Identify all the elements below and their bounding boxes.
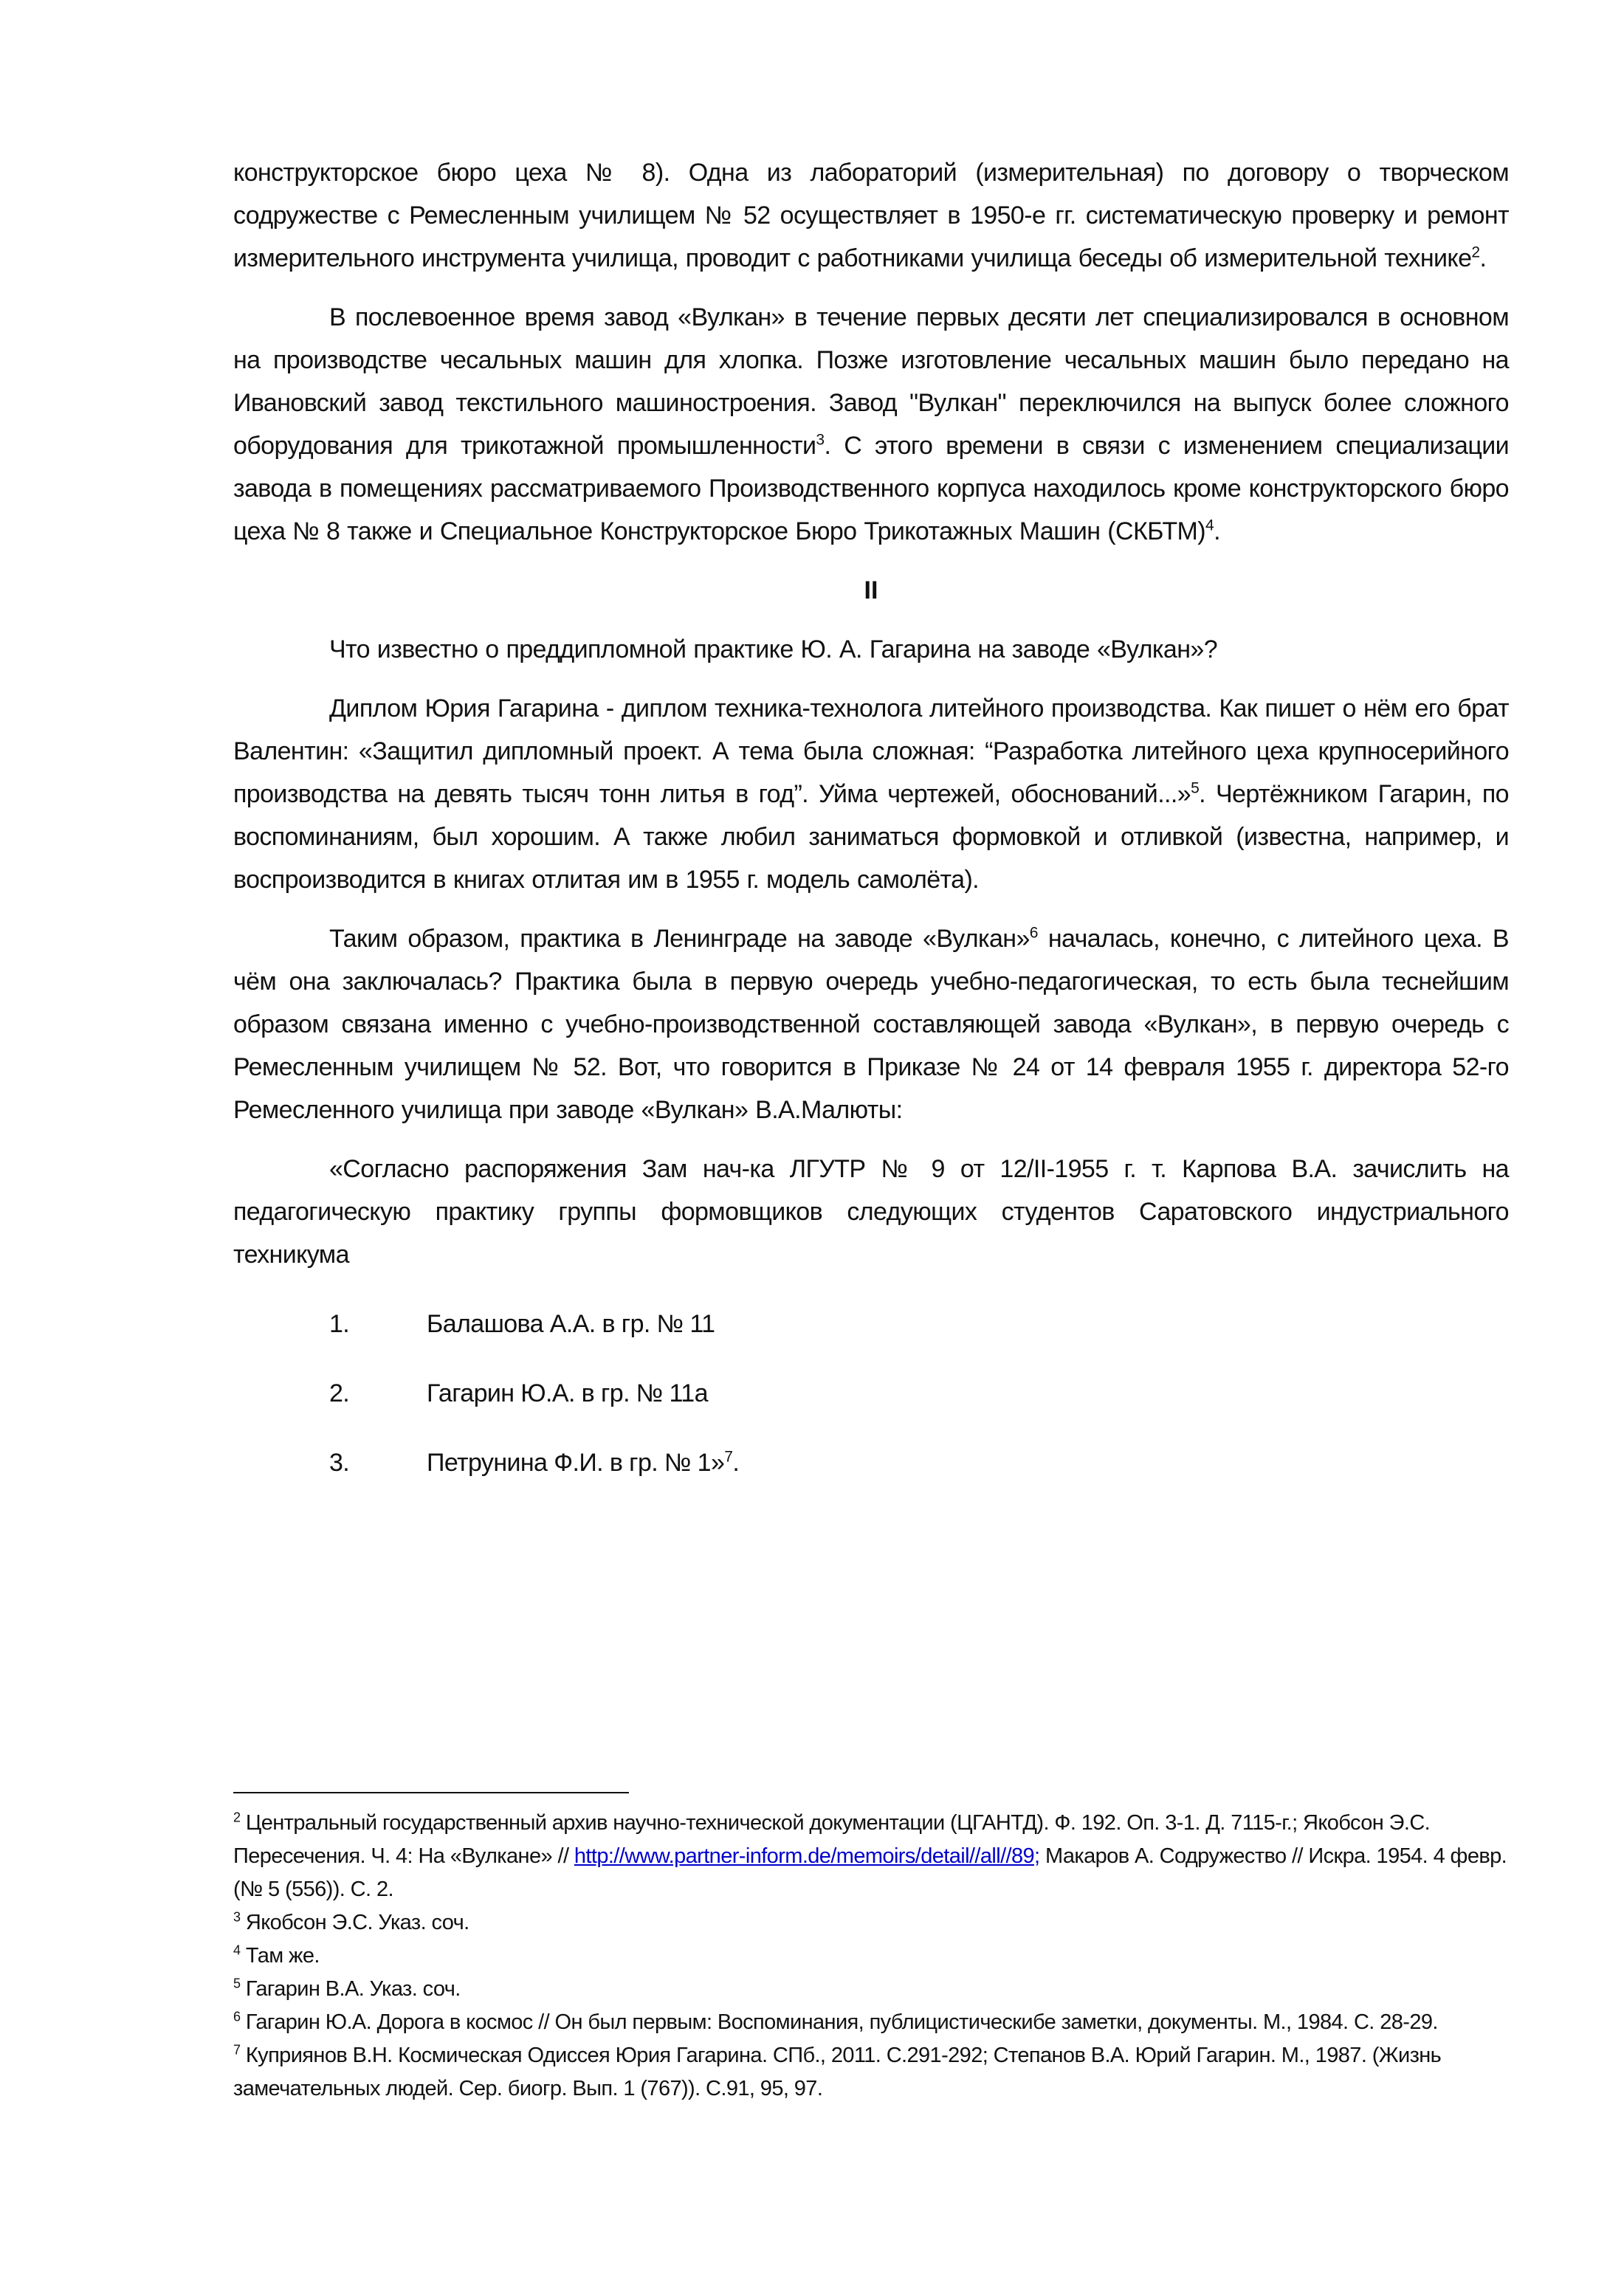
list-number: 2. [329, 1379, 350, 1407]
paragraph-postwar [233, 296, 1509, 553]
student-name: Петрунина Ф.И. в гр. № 1» [427, 1449, 725, 1477]
student-name: Гагарин Ю.А. в гр. № 11а [427, 1379, 708, 1407]
footnote-text: Там же. [240, 1944, 320, 1968]
paragraph-lab-agreement [233, 151, 1509, 280]
list-tail: . [732, 1449, 740, 1477]
list-text [427, 1372, 708, 1415]
footnote-ref-5[interactable]: 5 [1191, 779, 1200, 797]
footnote-ref-4[interactable]: 4 [1205, 517, 1214, 534]
paragraph-practice [233, 917, 1509, 1131]
footnote-number: 4 [233, 1942, 241, 1958]
footnote-3 [233, 1906, 1532, 1940]
footnote-number: 2 [233, 1810, 241, 1825]
paragraph-tail: . [1214, 517, 1220, 545]
paragraph-tail: . [1479, 244, 1487, 272]
paragraph-diploma [233, 687, 1509, 901]
list-text [427, 1441, 739, 1484]
footnote-ref-3[interactable]: 3 [816, 431, 825, 449]
footnote-separator [233, 1792, 629, 1793]
footnote-number: 7 [233, 2042, 241, 2058]
footnote-text: Якобсон Э.С. Указ. соч. [240, 1911, 469, 1934]
student-list [233, 1303, 1509, 1484]
paragraph-text: Таким образом, практика в Ленинграде на заводе «Вулкан» [329, 925, 1030, 953]
footnote-ref-7[interactable]: 7 [724, 1448, 733, 1466]
footnote-number: 6 [233, 2009, 241, 2024]
list-number: 3. [329, 1449, 350, 1477]
document-page [233, 151, 1509, 1511]
list-number: 1. [329, 1310, 350, 1338]
paragraph-text: конструкторское бюро цеха № 8). Одна из лабораторий (измерительная) по договору о творческом содружестве с Ремесленным училищем № 52 осуществляет в 1950-е гг. систематическую проверку и ремонт измерительного инструмента училища, проводит с работниками училища беседы об измерительной технике [233, 159, 1509, 272]
footnote-text: Гагарин Ю.А. Дорога в космос // Он был первым: Воспоминания, публицистическибе заметки, документы. М., 1984. С. 28-29. [240, 2010, 1438, 2034]
footnote-7 [233, 2039, 1532, 2106]
footnote-2 [233, 1807, 1532, 1906]
footnotes [233, 1807, 1532, 2106]
footnote-text: Гагарин В.А. Указ. соч. [240, 1977, 461, 2001]
footnote-5 [233, 1973, 1532, 2006]
paragraph-text: Диплом Юрия Гагарина - диплом техника-технолога литейного производства. Как пишет о нём его брат Валентин: «Защитил дипломный проект. А тема была сложная: “Разработка литейного цеха крупносерийного производства на девять тысяч тонн литья в год”. Уйма чертежей, обоснований...» [233, 694, 1509, 808]
footnote-link[interactable]: http://www.partner-inform.de/memoirs/detail//all//89; [574, 1844, 1040, 1868]
footnote-6 [233, 2006, 1532, 2039]
paragraph-tail: . С этого времени в связи с изменением специализации завода в помещениях рассматриваемого Производственного корпуса находилось кроме конструкторского бюро цеха № 8 также и Специальное Конструкторское Бюро Трикотажных Машин (СКБТМ) [233, 432, 1509, 545]
footnote-4 [233, 1940, 1532, 1973]
paragraph-tail: . Чертёжником Гагарин, по воспоминаниям, был хорошим. А также любил заниматься формовкой и отливкой (известна, например, и воспроизводится в книгах отлитая им в 1955 г. модель самолёта). [233, 780, 1509, 894]
footnote-number: 5 [233, 1976, 241, 1991]
list-item [233, 1441, 1509, 1484]
footnote-ref-6[interactable]: 6 [1029, 924, 1038, 942]
student-name: Балашова А.А. в гр. № 11 [427, 1310, 715, 1338]
paragraph-text: В послевоенное время завод «Вулкан» в течение первых десяти лет специализировался в основном на производстве чесальных машин для хлопка. Позже изготовление чесальных машин было передано на Ивановский завод текстильного машиностроения. Завод "Вулкан" переключился на выпуск более сложного оборудования для трикотажной промышленности [233, 303, 1509, 460]
list-item [233, 1372, 1509, 1415]
footnote-text: Центральный государственный архив научно-технической документации (ЦГАНТД). Ф. 192. Оп. 3-1. Д. 7115-г.; Якобсон Э.С. Пересечения. Ч. 4: На «Вулкане» // [233, 1811, 1431, 1868]
footnote-text: Макаров А. Содружество // Искра. 1954. 4 февр. (№ 5 (556)). С. 2. [233, 1844, 1507, 1901]
paragraph-tail: началась, конечно, с литейного цеха. В чём она заключалась? Практика была в первую очередь учебно-педагогическая, то есть была теснейшим образом связана именно с учебно-производственной составляющей завода «Вулкан», в первую очередь с Ремесленным училищем № 52. Вот, что говорится в Приказе № 24 от 14 февраля 1955 г. директора 52-го Ремесленного училища при заводе «Вулкан» В.А.Малюты: [233, 925, 1509, 1124]
footnote-text: Куприянов В.Н. Космическая Одиссея Юрия Гагарина. СПб., 2011. С.291-292; Степанов В.А. Юрий Гагарин. М., 1987. (Жизнь замечательных людей. Сер. биогр. Вып. 1 (767)). С.91, 95, 97. [233, 2044, 1442, 2100]
footnote-ref-2[interactable]: 2 [1471, 244, 1480, 261]
footnote-number: 3 [233, 1909, 241, 1925]
order-quote: «Согласно распоряжения Зам нач-ка ЛГУТР № 9 от 12/II-1955 г. т. Карпова В.А. зачислить на педагогическую практику группы формовщиков следующих студентов Саратовского индустриального техникума [233, 1155, 1509, 1269]
list-text [427, 1303, 715, 1345]
list-item [233, 1303, 1509, 1345]
section-number: II [864, 576, 878, 604]
section-question: Что известно о преддипломной практике Ю. А. Гагарина на заводе «Вулкан»? [329, 635, 1218, 663]
